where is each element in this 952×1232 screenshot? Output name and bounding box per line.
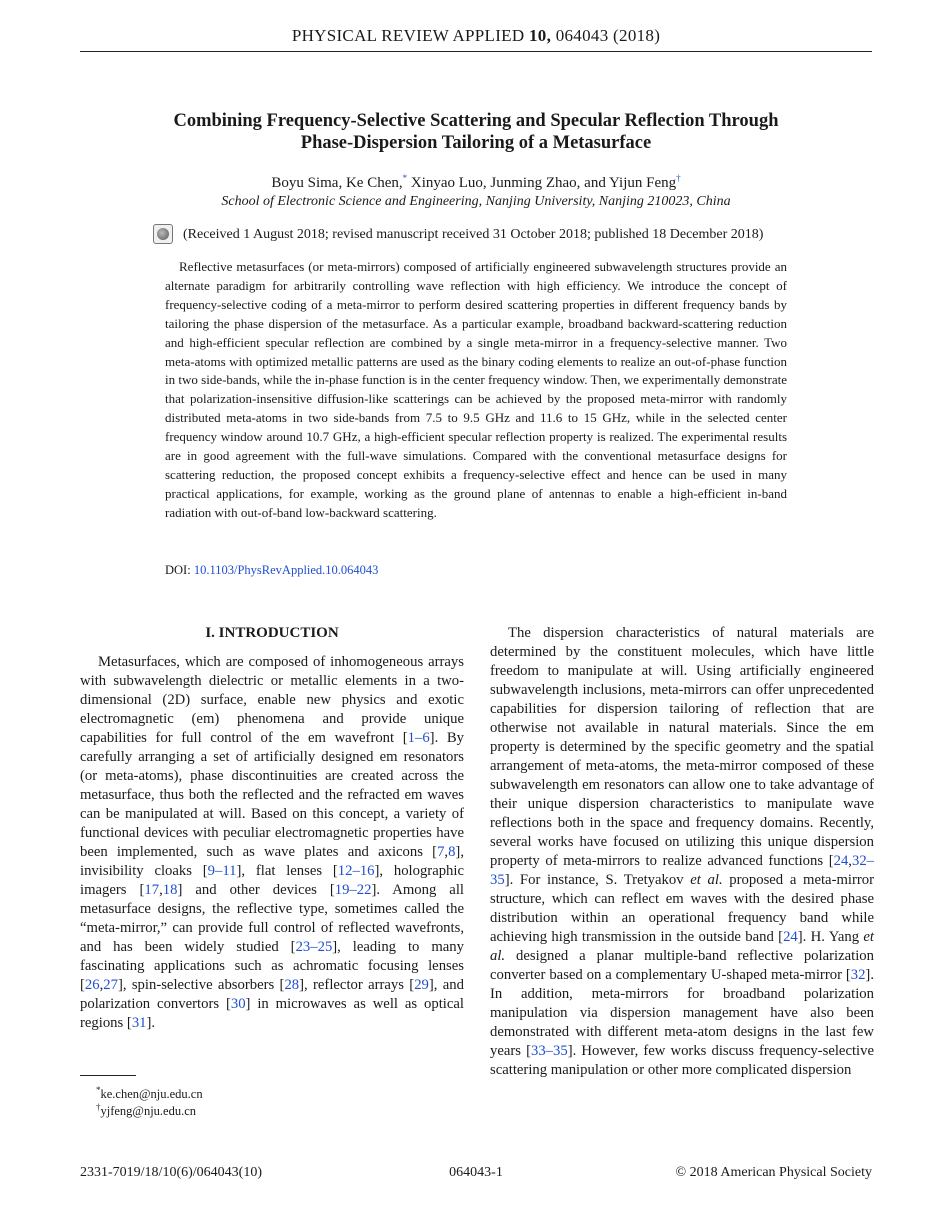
- journal-article-year: 064043 (2018): [551, 26, 661, 45]
- footer-page-number: 064043-1: [449, 1165, 503, 1180]
- citation-link[interactable]: 8: [448, 844, 456, 860]
- crossmark-dot: [157, 228, 169, 240]
- author-footnote-mark-2[interactable]: †: [676, 173, 681, 183]
- journal-volume: 10,: [529, 26, 552, 45]
- authors-part-2: Xinyao Luo, Junming Zhao, and Yijun Feng: [407, 175, 677, 191]
- citation-link[interactable]: 7: [437, 844, 445, 860]
- footnote-mark: *: [96, 1085, 101, 1095]
- citation-link[interactable]: 31: [131, 1015, 147, 1031]
- citation-link[interactable]: 19–22: [334, 882, 372, 898]
- citation-link[interactable]: 24: [833, 853, 849, 869]
- citation-link[interactable]: 1–6: [407, 730, 430, 746]
- author-list: [100, 173, 852, 192]
- footnote-2: [96, 1099, 196, 1120]
- citation-link[interactable]: 32–35: [490, 853, 874, 888]
- citation-link[interactable]: 24: [783, 929, 798, 945]
- abstract: Reflective metasurfaces (or meta-mirrors) composed of artificially engineered subwavelength structures provide an alternate paradigm for arbitrarily controlling wave reflection with high efficiency. We introduce the concept of frequency-selective coding of a meta-mirror to perform desired scattering properties in different frequency bands by tailoring the phase dispersion of the metasurface. As a particular example, broadband backward-scattering reduction and high-efficient specular reflection are combined by a single meta-mirror in a frequency-selective manner. Two meta-atoms with optimized metallic patterns are used as the binary coding elements to realize an out-of-phase function in two side-bands, while the in-phase function is in the center frequency window. Then, we experimentally demonstrate that polarization-insensitive diffusion-like scatterings can be achieved by the proposed meta-mirror with randomly distributed meta-atoms in two side-bands from 7.5 to 9.5 GHz and 11.6 to 15 GHz, while in the selected center frequency window around 10.7 GHz, a high-efficient specular reflection property is realized. The experimental results are in good agreement with the full-wave simulations. Compared with the conventional metasurface designs for scattering reduction, the proposed concept exhibits a frequency-selective effect and hence can be used in many practical applications, for example, working as the ground plane of antennas to enable a high-efficient in-band radiation with out-of-band low-backward scattering.: [165, 259, 787, 520]
- affiliation: School of Electronic Science and Engineering, Nanjing University, Nanjing 210023, China: [221, 194, 731, 209]
- citation-link[interactable]: 32: [850, 967, 866, 983]
- authors-part-1: Boyu Sima, Ke Chen,: [271, 175, 403, 191]
- citation-link[interactable]: 17: [144, 882, 160, 898]
- footer-copyright: © 2018 American Physical Society: [675, 1165, 872, 1180]
- doi-label: DOI:: [165, 563, 194, 577]
- citation-link[interactable]: 9–11: [207, 863, 237, 879]
- footnote-mark: †: [96, 1102, 101, 1112]
- citation-link[interactable]: 28: [284, 977, 300, 993]
- title-line-2: Phase-Dispersion Tailoring of a Metasurface: [300, 133, 652, 153]
- citation-link[interactable]: 33–35: [530, 1043, 568, 1059]
- crossmark-icon[interactable]: [153, 224, 173, 244]
- footnote-rule: [80, 1075, 136, 1076]
- doi-link[interactable]: 10.1103/PhysRevApplied.10.064043: [193, 563, 379, 577]
- citation-link[interactable]: 26: [84, 977, 100, 993]
- doi-line: [165, 563, 378, 578]
- citation-link[interactable]: 27: [103, 977, 118, 993]
- citation-link[interactable]: 18: [162, 882, 178, 898]
- header-rule: [80, 51, 872, 52]
- left-column-paragraph: Metasurfaces, which are composed of inhomogeneous arrays with subwavelength dielectric or metallic elements in a two-dimensional (2D) surface, enable new physics and exotic electromagnetic (em) phenomena and provide unique capabilities for full control of the em wavefront [1–6]. By carefully arranging a set of artificially designed em resonators (or meta-atoms), phase discontinuities are created across the metasurface, thus both the reflected and the refracted em waves can be manipulated at will. Based on this concept, a variety of functional devices with peculiar electromagnetic properties have been implemented, such as wave plates and axicons [7,8], invisibility cloaks [9–11], flat lenses [12–16], holographic imagers [17,18] and other devices [19–22]. Among all metasurface designs, the reflective type, sometimes called the “meta-mirror,” can provide full control of reflected wavefronts, and has been widely studied [23–25], leading to many fascinating applications such as achromatic focusing lenses [26,27], spin-selective absorbers [28], reflector arrays [29], and polarization convertors [30] in microwaves as well as optical regions [31].: [80, 654, 465, 1031]
- title-line-1: Combining Frequency-Selective Scattering and Specular Reflection Through: [173, 111, 779, 131]
- author-footnote-mark-1[interactable]: *: [402, 173, 408, 183]
- section-heading: I. INTRODUCTION: [205, 625, 339, 641]
- citation-link[interactable]: 29: [414, 977, 429, 993]
- citation-link[interactable]: 30: [230, 996, 246, 1012]
- footnote-email[interactable]: ke.chen@nju.edu.cn: [100, 1087, 203, 1102]
- footnote-email[interactable]: yjfeng@nju.edu.cn: [100, 1104, 197, 1119]
- citation-link[interactable]: 23–25: [295, 939, 333, 955]
- journal-name: PHYSICAL REVIEW APPLIED: [291, 26, 529, 45]
- citation-link[interactable]: 12–16: [337, 863, 375, 879]
- right-column-paragraph: The dispersion characteristics of natural materials are determined by the constituent molecules, which have little freedom to manipulate at will. Using artificially engineered subwavelength inclusions, meta-mirrors can offer unprecedented capabilities for dispersion tailoring of reflection that are otherwise not available in natural materials. Since the em property is determined by the specific geometry and the spatial arrangement of meta-atoms, the meta-mirror composed of these subwavelength em resonators can allow one to take advantage of their unique dispersion characteristics to manipulate wave reflections both in the space and frequency domains. Recently, several works have focused on utilizing this unique dispersion property of meta-mirrors to realize advanced functions [24,32–35]. For instance, S. Tretyakov et al. proposed a meta-mirror structure, which can reflect em waves with the desired phase distribution within an operational frequency band while achieving high transmission in the outside band [24]. H. Yang et al. designed a planar multiple-band reflective polarization converter based on a complementary U-shaped meta-mirror [32]. In addition, meta-mirrors for broadband polarization manipulation via dispersion management have also been demonstrated with different meta-atom designs in the last few years [33–35]. However, few works discuss frequency-selective scattering manipulation or other more complicated dispersion: [490, 625, 875, 1078]
- running-header: [0, 26, 952, 46]
- paper-title: [100, 110, 852, 154]
- footer-issn: 2331-7019/18/10(6)/064043(10): [80, 1165, 262, 1180]
- received-dates: (Received 1 August 2018; revised manuscript received 31 October 2018; published 18 December 2018): [183, 227, 764, 242]
